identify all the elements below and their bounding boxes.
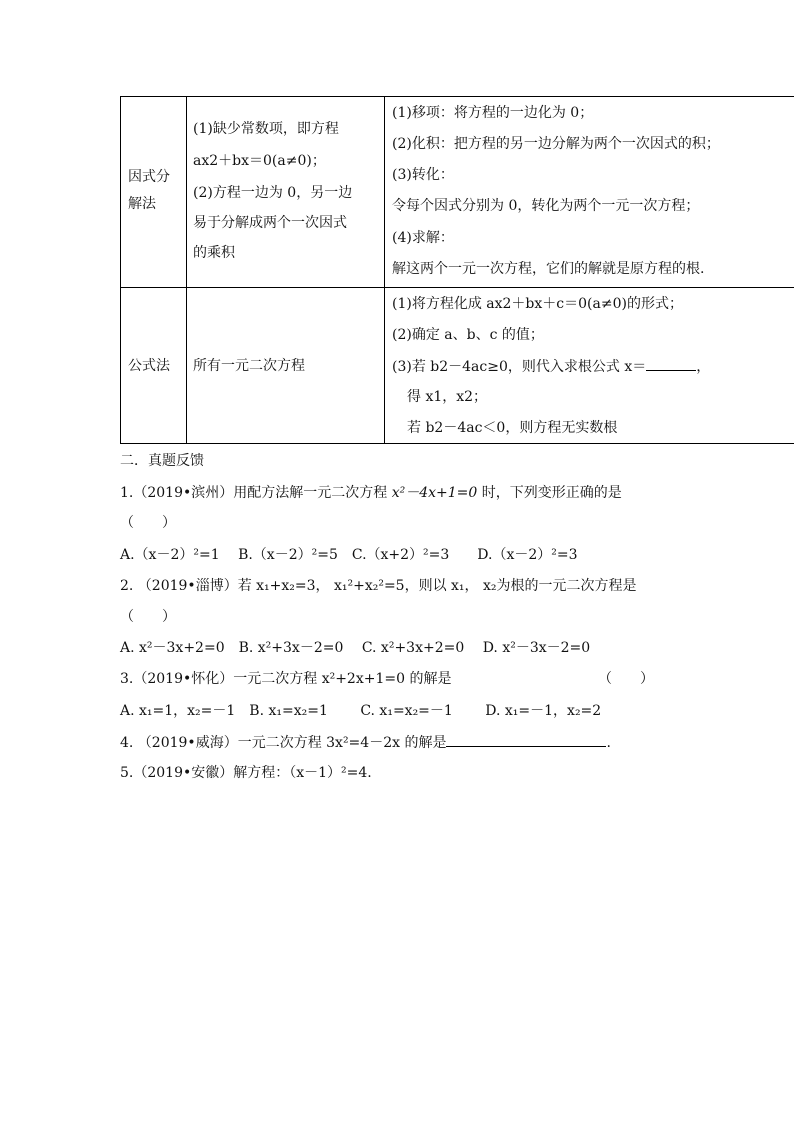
q3-answer-paren: （ ） [598, 671, 654, 687]
step-line: (4)求解： [392, 230, 454, 246]
condition-line: 易于分解成两个一次因式 [193, 215, 347, 231]
step-line: 令每个因式分别为 0，转化为两个一元一次方程； [392, 198, 700, 214]
q1-stem-suffix: 时，下列变形正确的是 [477, 485, 622, 501]
step-line: (2)确定 a、b、c 的值； [392, 327, 544, 343]
section-title: 二．真题反馈 [120, 453, 204, 469]
method-name-line: 解法 [128, 196, 156, 212]
formula-blank[interactable] [646, 356, 696, 371]
q2-stem: 2. （2019•淄博）若 x₁+x₂=3， x₁²+x₂²=5，则以 x₁， x₂为根的一元二次方程是 [120, 578, 637, 594]
step-line: (2)化积：把方程的另一边分解为两个一次因式的积； [392, 136, 720, 152]
condition-line: ax2＋bx＝0(a≠0)； [193, 153, 326, 169]
step-line: 得 x1，x2； [407, 389, 488, 405]
table-top-border [120, 96, 794, 97]
formula-comma: ， [696, 359, 711, 375]
q1-stem [120, 483, 622, 503]
step-line: 若 b2－4ac＜0，则方程无实数根 [407, 420, 618, 436]
q4-stem: 4. （2019•威海）一元二次方程 3x²=4－2x 的解是 [120, 735, 447, 751]
q2-options: A. x²－3x+2=0 B. x²+3x－2=0 C. x²+3x+2=0 D. x²－3x－2=0 [120, 640, 591, 656]
table-bottom-border [120, 443, 794, 444]
q4-answer-blank[interactable] [446, 732, 606, 747]
q3-stem: 3.（2019•怀化）一元二次方程 x²+2x+1=0 的解是 [120, 671, 452, 687]
table-col-divider-2 [384, 96, 385, 444]
step-line: (1)将方程化成 ax2＋bx＋c＝0(a≠0)的形式； [392, 296, 683, 312]
table-middle-border [120, 287, 794, 288]
step-line: (3)转化： [392, 167, 454, 183]
q3-options: A. x₁=1，x₂=－1 B. x₁=x₂=1 C. x₁=x₂=－1 D. x₁=－1，x₂=2 [120, 703, 602, 719]
condition-line: 的乘积 [193, 245, 235, 261]
condition-text: 所有一元二次方程 [193, 358, 305, 374]
question-5: 5.（2019•安徽）解方程：（x－1）²=4. [120, 765, 372, 781]
method-name-line: 因式分 [128, 169, 170, 185]
step-line: (1)移项：将方程的一边化为 0； [392, 105, 594, 121]
formula-text: (3)若 b2－4ac≥0，则代入求根公式 x＝ [392, 359, 647, 375]
q1-equation: x²－4x+1=0 [391, 485, 478, 501]
q1-stem-prefix: 1.（2019•滨州）用配方法解一元二次方程 [120, 485, 392, 501]
q1-options: A.（x－2）²=1 B.（x－2）²=5 C.（x+2）²=3 D.（x－2）²=3 [120, 547, 578, 563]
table-col-divider-1 [186, 96, 187, 444]
q1-answer-paren: （ ） [120, 515, 176, 531]
condition-line: (1)缺少常数项，即方程 [193, 121, 339, 137]
condition-line: (2)方程一边为 0，另一边 [193, 185, 353, 201]
question-4 [120, 732, 611, 753]
q4-end: . [606, 735, 611, 751]
table-left-border [120, 96, 121, 444]
step-line: 解这两个一元一次方程，它们的解就是原方程的根. [392, 261, 705, 277]
method-name: 公式法 [128, 358, 170, 374]
q2-answer-paren: （ ） [120, 609, 176, 625]
step-line-formula [392, 356, 710, 377]
